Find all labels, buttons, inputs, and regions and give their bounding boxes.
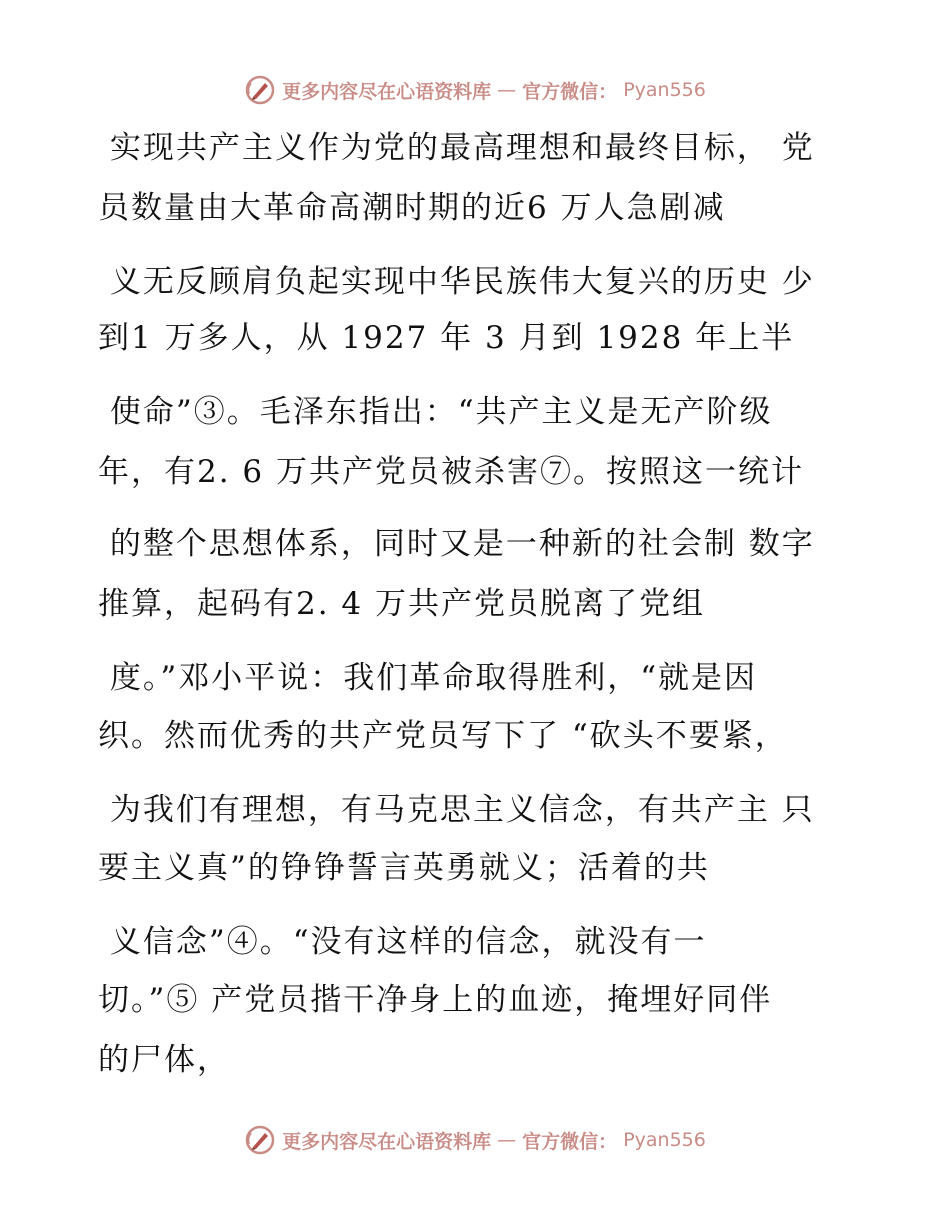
body-line-2: 员数量由大革命高潮时期的近6 万人急剧减 bbox=[98, 190, 726, 226]
watermark-dash: — bbox=[497, 79, 517, 101]
body-line-12: 要主义真”的铮铮誓言英勇就义；活着的共 bbox=[98, 850, 710, 886]
body-line-8: 推算，起码有2. 4 万共产党员脱离了党组 bbox=[98, 586, 706, 622]
watermark-site-text: 更多内容尽在心语资料库 bbox=[282, 80, 492, 103]
body-line-15: 的尸体， bbox=[98, 1042, 230, 1078]
body-line-10: 织。然而优秀的共产党员写下了 “砍头不要紧， bbox=[98, 718, 788, 754]
body-line-13: 义信念”④。“没有这样的信念，就没有一 bbox=[98, 924, 707, 960]
watermark-official-label: 官方微信： bbox=[522, 1130, 618, 1153]
watermark-handle: Pyan556 bbox=[623, 79, 706, 101]
body-line-14: 切。”⑤ 产党员揩干净身上的血迹，掩埋好同伴 bbox=[98, 982, 773, 1018]
watermark-official-label: 官方微信： bbox=[522, 80, 618, 103]
watermark-dash: — bbox=[497, 1129, 517, 1151]
body-line-4: 到1 万多人，从 1927 年 3 月到 1928 年上半 bbox=[98, 320, 795, 356]
body-line-11: 为我们有理想，有马克思主义信念，有共产主 只 bbox=[98, 792, 815, 828]
body-line-7: 的整个思想体系，同时又是一种新的社会制 数字 bbox=[98, 526, 815, 562]
watermark-handle: Pyan556 bbox=[623, 1129, 706, 1151]
body-line-3: 义无反顾肩负起实现中华民族伟大复兴的历史 少 bbox=[98, 264, 815, 300]
body-line-9: 度。”邓小平说：我们革命取得胜利，“就是因 bbox=[98, 660, 758, 696]
pen-logo-icon bbox=[244, 1124, 276, 1156]
body-line-6: 年，有2. 6 万共产党员被杀害⑦。按照这一统计 bbox=[98, 454, 805, 490]
body-line-1: 实现共产主义作为党的最高理想和最终目标， 党 bbox=[98, 130, 815, 166]
body-line-5: 使命”③。毛泽东指出：“共产主义是无产阶级 bbox=[98, 394, 773, 430]
watermark-site-text: 更多内容尽在心语资料库 bbox=[282, 1130, 492, 1153]
footer-watermark bbox=[0, 1120, 950, 1160]
